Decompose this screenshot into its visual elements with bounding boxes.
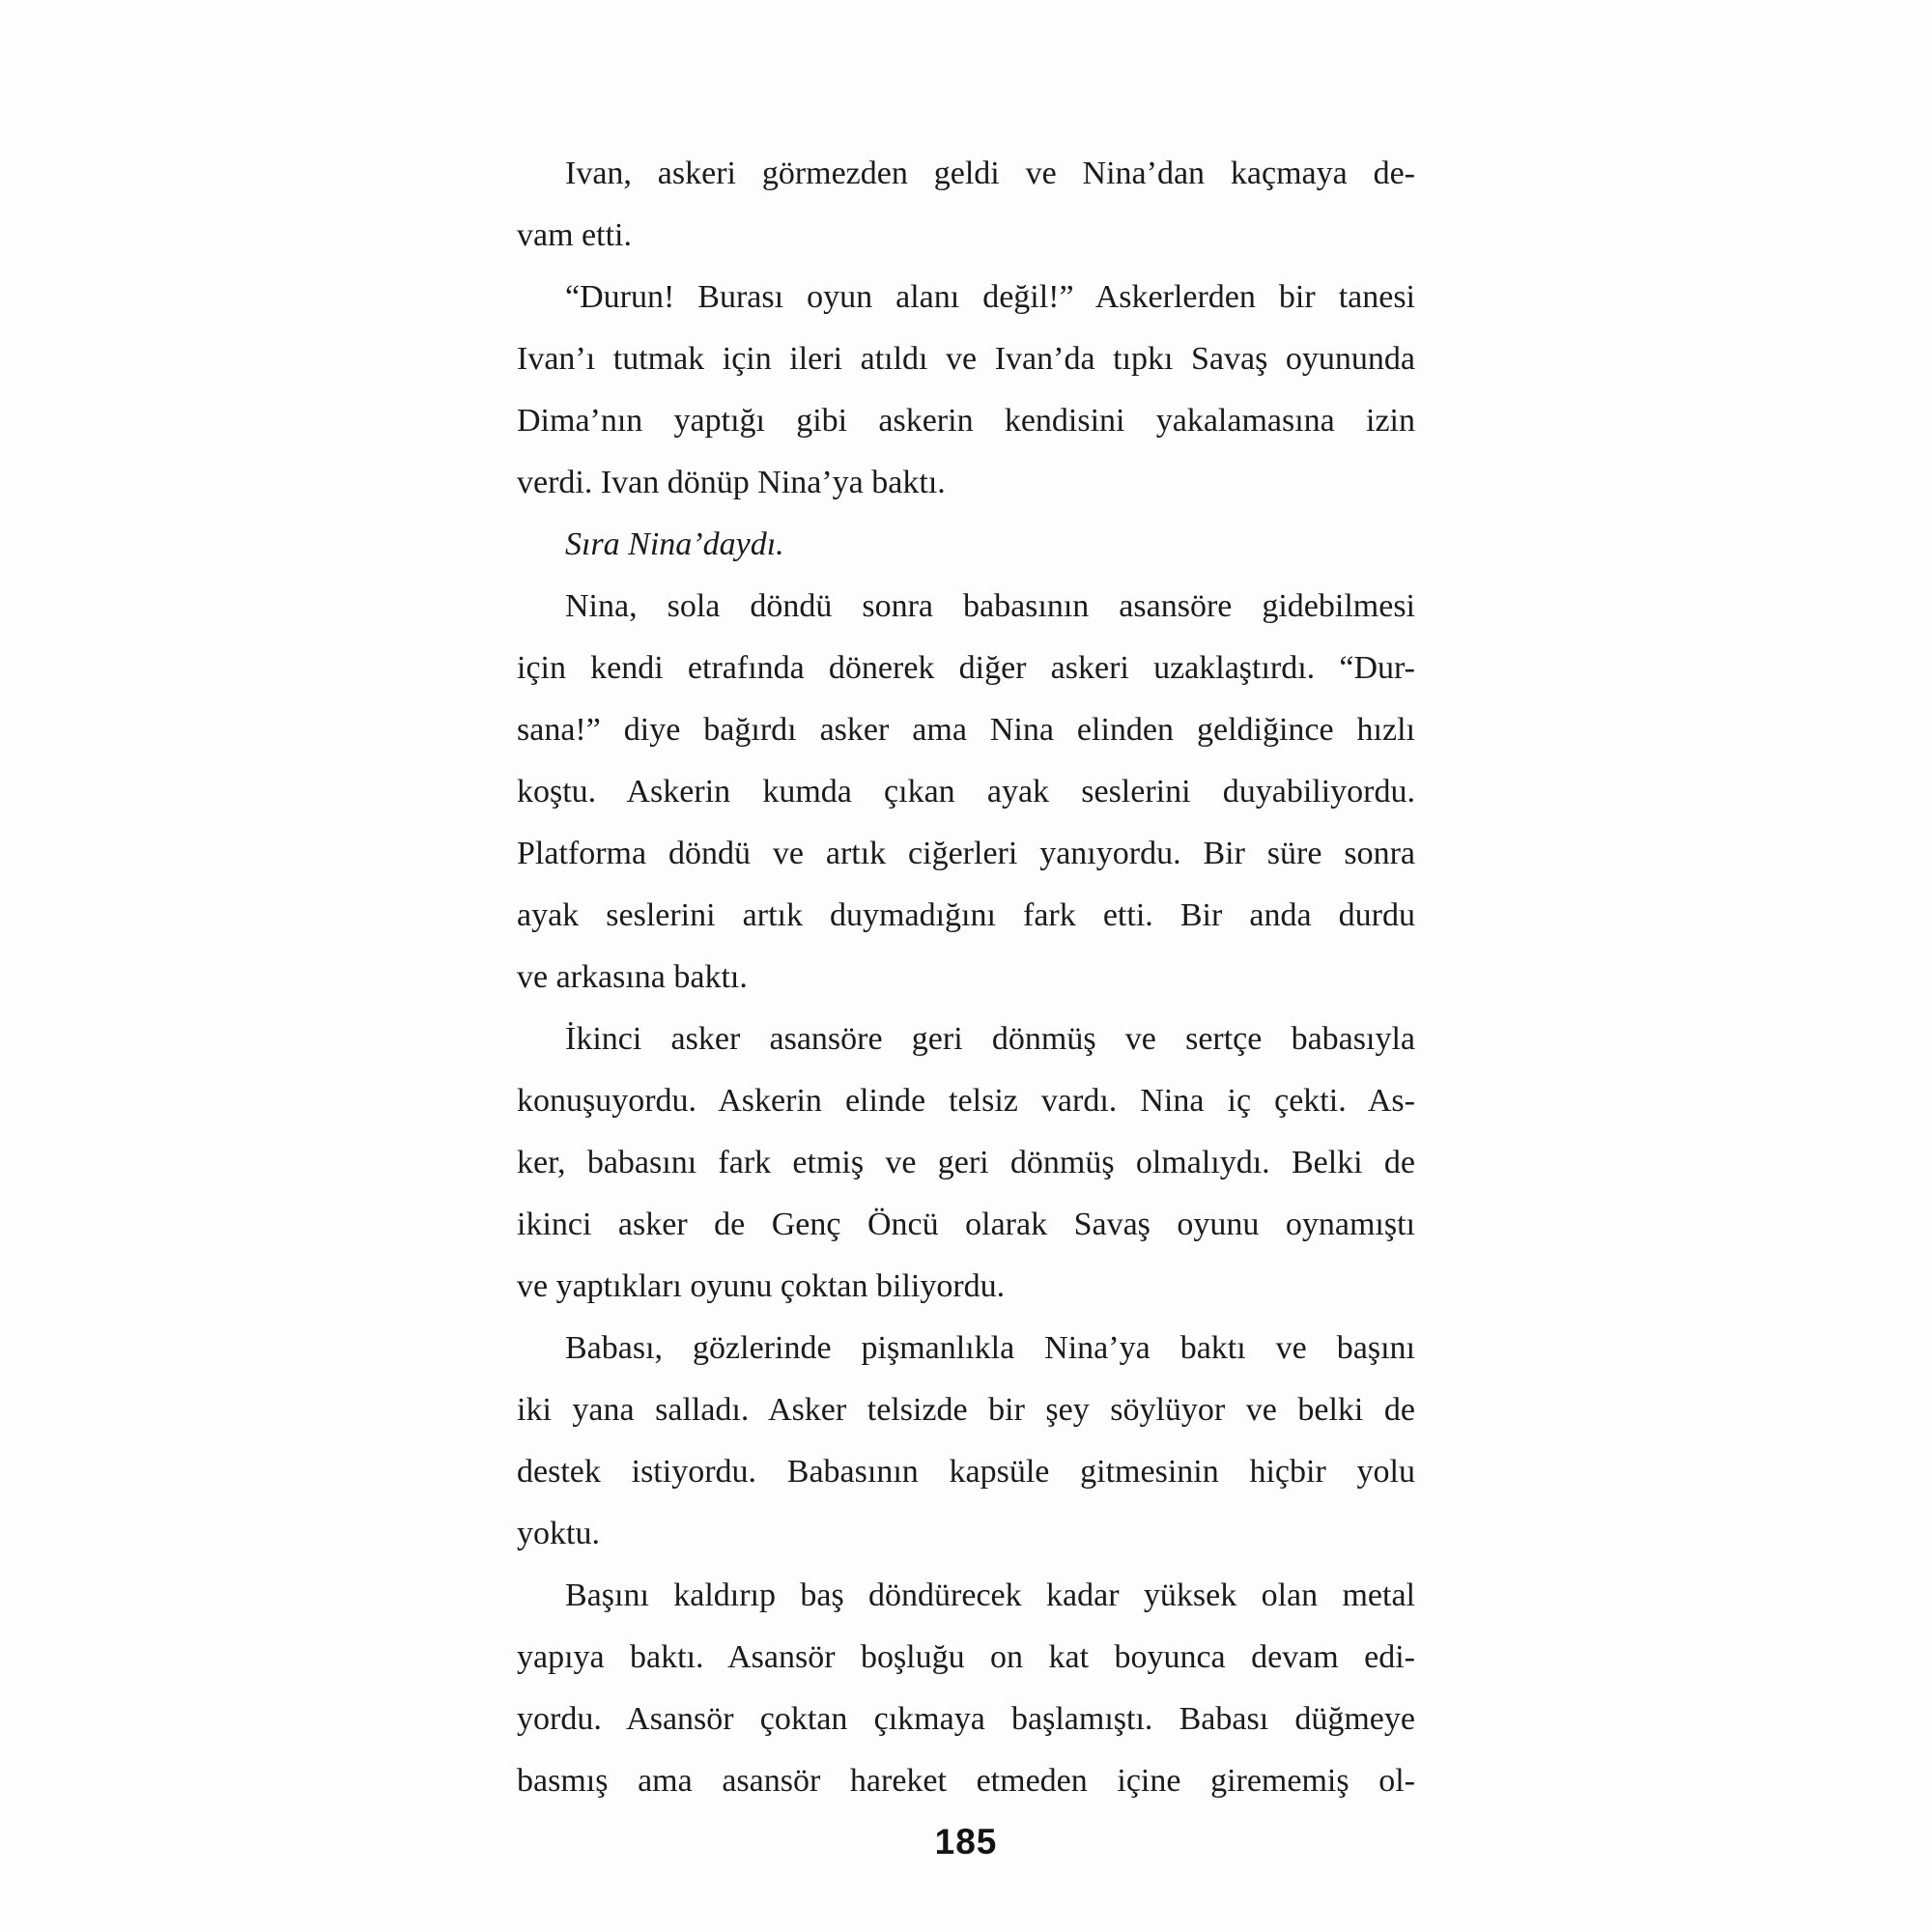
body-text-block [517,143,1415,1812]
page-number: 185 [934,1822,998,1861]
text-line: ve yaptıkları oyunu çoktan biliyordu. [517,1268,1006,1304]
text-line: Başını kaldırıp baş döndürecek kadar yüksek olan metal [565,1577,1415,1613]
text-line: Ivan, askeri görmezden geldi ve Nina’dan kaçmaya de- [565,156,1415,191]
text-line: ayak seslerini artık duymadığını fark etti. Bir anda durdu [517,897,1415,933]
text-line: sana!” diye bağırdı asker ama Nina elinden geldiğince hızlı [517,712,1415,748]
text-line: Platforma döndü ve artık ciğerleri yanıyordu. Bir süre sonra [517,836,1415,871]
text-line: İkinci asker asansöre geri dönmüş ve sertçe babasıyla [565,1021,1415,1057]
text-line: koştu. Askerin kumda çıkan ayak seslerini duyabiliyordu. [517,774,1415,810]
text-line: iki yana salladı. Asker telsizde bir şey söylüyor ve belki de [517,1392,1415,1428]
text-line: yapıya baktı. Asansör boşluğu on kat boyunca devam edi- [517,1639,1415,1675]
text-line: Dima’nın yaptığı gibi askerin kendisini yakalamasına izin [517,403,1415,439]
text-line: konuşuyordu. Askerin elinde telsiz vardı. Nina iç çekti. As- [517,1083,1415,1119]
text-line: ikinci asker de Genç Öncü olarak Savaş oyunu oynamıştı [517,1207,1415,1242]
text-line: “Durun! Burası oyun alanı değil!” Askerlerden bir tanesi [565,279,1415,315]
text-line: yordu. Asansör çoktan çıkmaya başlamıştı. Babası düğmeye [517,1701,1415,1737]
text-line: verdi. Ivan dönüp Nina’ya baktı. [517,465,946,500]
text-line: basmış ama asansör hareket etmeden içine girememiş ol- [517,1763,1415,1799]
text-line: destek istiyordu. Babasının kapsüle gitmesinin hiçbir yolu [517,1454,1415,1490]
text-line-italic: Sıra Nina’daydı. [565,526,784,562]
text-line: yoktu. [517,1516,600,1551]
text-line: Nina, sola döndü sonra babasının asansöre gidebilmesi [565,588,1415,624]
text-line: ve arkasına baktı. [517,959,748,995]
text-line: ker, babasını fark etmiş ve geri dönmüş olmalıydı. Belki de [517,1145,1415,1180]
text-line: Ivan’ı tutmak için ileri atıldı ve Ivan’da tıpkı Savaş oyununda [517,341,1415,377]
text-line: için kendi etrafında dönerek diğer askeri uzaklaştırdı. “Dur- [517,650,1415,686]
text-line: vam etti. [517,217,632,253]
text-line: Babası, gözlerinde pişmanlıkla Nina’ya baktı ve başını [565,1330,1415,1366]
